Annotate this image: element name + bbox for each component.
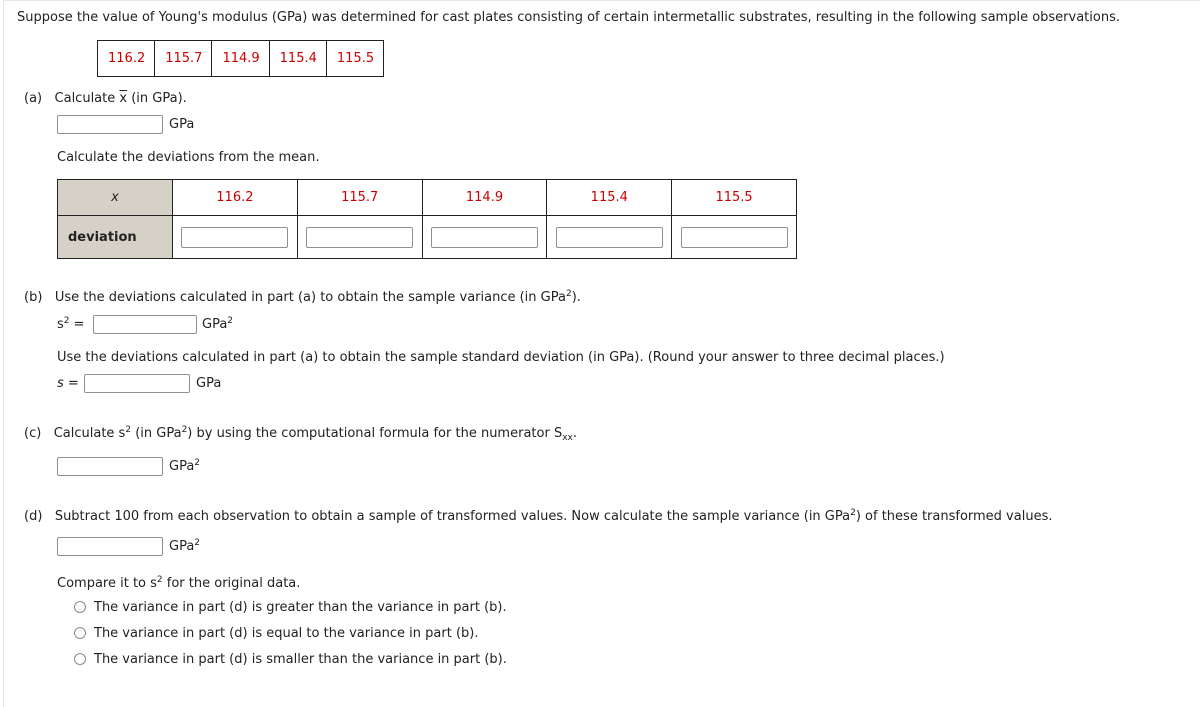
part-b-letter: (b)	[24, 290, 43, 305]
x-value-cell: 115.7	[297, 180, 422, 216]
sd-prompt: Use the deviations calculated in part (a) to obtain the sample standard deviation (in GPa). (Round your answer to three decimal places.)	[57, 350, 945, 365]
superscript: 2	[194, 538, 201, 548]
superscript: 2	[194, 458, 201, 468]
subscript: xx	[562, 433, 573, 443]
part-d-pre: Subtract 100 from each observation to obtain a sample of transformed values. Now calculate the sample variance (in GPa	[54, 509, 851, 524]
intro-text: Suppose the value of Young's modulus (GPa) was determined for cast plates consisting of certain intermetallic substrates, resulting in the following sample observations.	[17, 10, 1120, 25]
superscript: 2	[63, 316, 70, 326]
s-symbol: s	[57, 376, 64, 391]
compare-post: for the original data.	[166, 576, 301, 591]
part-d-post: ) of these transformed values.	[855, 509, 1053, 524]
radio-greater[interactable]	[74, 601, 86, 613]
observation-cell: 114.9	[212, 41, 269, 76]
observation-cell: 116.2	[98, 41, 155, 76]
observation-cell: 115.5	[336, 51, 375, 66]
part-c-end: .	[572, 426, 577, 441]
compare-pre: Compare it to s	[57, 576, 157, 591]
part-d-letter: (d)	[24, 509, 43, 524]
deviation-cell	[422, 216, 547, 259]
part-c-post: ) by using the computational formula for the numerator S	[187, 426, 563, 441]
variance-input[interactable]	[93, 315, 197, 334]
s-symbol: s	[57, 317, 64, 332]
superscript: 2	[565, 289, 572, 299]
x-value-cell: 115.4	[547, 180, 672, 216]
deviation-header: deviation	[58, 216, 173, 259]
deviation-cell	[297, 216, 422, 259]
equals-sign: =	[73, 317, 85, 332]
part-a-prompt-post: (in GPa).	[131, 91, 187, 106]
superscript: 2	[156, 575, 163, 585]
deviation-cell	[173, 216, 298, 259]
x-header-cell	[58, 180, 173, 216]
part-b-prompt-post: ).	[571, 290, 581, 305]
transformed-variance-unit	[169, 539, 200, 554]
variance-unit	[202, 317, 233, 332]
unit-text: GPa	[169, 459, 195, 474]
part-a-letter: (a)	[24, 91, 43, 106]
x-value-cell: 115.5	[672, 180, 797, 216]
deviations-prompt: Calculate the deviations from the mean.	[57, 150, 320, 165]
deviations-table	[57, 179, 797, 259]
deviation-input[interactable]	[681, 227, 788, 248]
observations-table	[97, 40, 384, 77]
part-b-prompt-pre: Use the deviations calculated in part (a) to obtain the sample variance (in GPa	[54, 290, 566, 305]
sd-input[interactable]	[84, 374, 190, 393]
mean-input[interactable]	[57, 115, 163, 134]
unit-text: GPa	[202, 317, 228, 332]
sd-label	[57, 376, 79, 391]
x-header: x	[111, 190, 119, 205]
part-c-letter: (c)	[24, 426, 42, 441]
transformed-variance-input[interactable]	[57, 537, 163, 556]
superscript: 2	[850, 508, 856, 518]
mean-unit: GPa	[169, 117, 195, 132]
part-c-pre: Calculate s	[53, 426, 126, 441]
radio-smaller[interactable]	[74, 653, 86, 665]
deviation-input[interactable]	[306, 227, 413, 248]
deviation-cell	[547, 216, 672, 259]
deviation-input[interactable]	[556, 227, 663, 248]
superscript: 2	[227, 316, 234, 326]
superscript: 2	[125, 425, 132, 435]
option-smaller-label[interactable]: The variance in part (d) is smaller than the variance in part (b).	[94, 652, 507, 667]
deviation-input[interactable]	[431, 227, 538, 248]
observation-cell: 115.4	[270, 41, 327, 76]
part-d-prompt	[24, 509, 1052, 524]
part-b-prompt	[24, 290, 581, 305]
part-c-mid: (in GPa	[135, 426, 182, 441]
radio-equal[interactable]	[74, 627, 86, 639]
xbar-symbol: $\overline{x}$	[119, 91, 128, 106]
option-greater-label[interactable]: The variance in part (d) is greater than the variance in part (b).	[94, 600, 507, 615]
x-value-cell: 114.9	[422, 180, 547, 216]
computational-variance-unit	[169, 459, 200, 474]
observation-cell: 115.7	[155, 41, 212, 76]
superscript: 2	[181, 425, 188, 435]
compare-prompt	[57, 576, 300, 591]
deviation-input[interactable]	[181, 227, 288, 248]
x-value-cell: 116.2	[173, 180, 298, 216]
computational-variance-input[interactable]	[57, 457, 163, 476]
part-a-prompt-pre: Calculate	[54, 91, 116, 106]
part-c-prompt	[24, 426, 577, 441]
variance-label	[57, 317, 85, 332]
sd-unit: GPa	[196, 376, 222, 391]
deviation-cell	[672, 216, 797, 259]
unit-text: GPa	[169, 539, 195, 554]
equals-sign: =	[67, 376, 79, 391]
part-a-prompt	[24, 91, 187, 106]
option-equal-label[interactable]: The variance in part (d) is equal to the variance in part (b).	[94, 626, 479, 641]
